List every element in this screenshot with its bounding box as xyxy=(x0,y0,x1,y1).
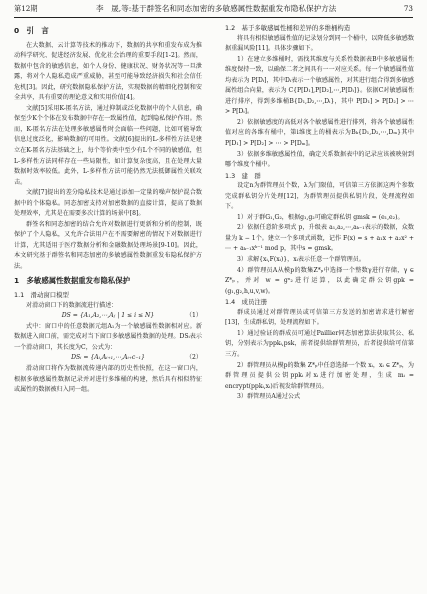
section-heading-introduction: 0 引 言 xyxy=(14,26,49,35)
paragraph: 设定n为群管理员个数，λ为门限值，可信第三方依据这两个参数完成群私钥分片处理[12]，为群管理员提供私钥片段，处理流程如下。 xyxy=(225,182,414,211)
subsection-heading-build-group: 1.3 建 群 xyxy=(225,171,261,180)
paragraph: 3）依据多维敏感属性值，确定关系数据表中的记录应该被映射到哪个维度个桶中。 xyxy=(225,150,414,169)
formula xyxy=(14,311,202,322)
paragraph: 在大数据、云计算等技术的推动下，数据的共享和重发布成为推动科学研究、促进经济发展、优化社会治理的重要手段[1-2]。然而，数据中包含的敏感信息，如个人身份、健康状况、财务状况等一旦泄露，将对个人隐私造成严重威胁，甚至可能导致经济损失和社会信任危机[3]。因此，研究数据隐私保护方法，实现数据的精细化控制和安全共享，具有重要的理论意义和实用价值[4]。 xyxy=(14,41,202,102)
paragraph: 1）对于群G₁,G₂，根据g₁,g₂可确定群私钥 gmsk = (e₁,e₂)。 xyxy=(237,213,404,221)
paragraph: 4）群管理员A从模p的数集Z*ₚ中选择一个整数γ进行存储，γ ∈ Z*ₚ，并对 w = gⁿ₂进行运算，以此确定群公钥gpk = (g₁,g₂,h,u,v,w)。 xyxy=(225,266,414,295)
page-number: 73 xyxy=(403,4,413,13)
header-rule xyxy=(14,17,413,18)
section-heading-method: 1 多敏感属性数据重发布隐私保护 xyxy=(14,275,131,285)
paragraph: 2）依据敏感度的高低对各个敏感属性进行排列，将各个敏感属性值对应的各维有桶中，第i维度上的桶表示为Bₖ{D₁,D₂,⋯,Dₘ}其中P[D₁] > P[D₂] > ⋯ > P[Dₘ]。 xyxy=(225,118,414,148)
subsection-heading-multidim-bucket: 1.2 基于多敏感属性桶和差异的多维桶构造 xyxy=(225,24,351,32)
paragraph: 将具有相似敏感属性值的记录划分到同一个桶中，以降低多敏感数据重漏风险[11]。具体步骤如下。 xyxy=(225,34,414,53)
running-title: 李 晟,等:基于群签名和同态加密的多敏感属性数据重发布隐私保护方法 xyxy=(96,4,337,13)
paragraph: 文献[5]采用K-匿名方法，通过抑制或泛化数据中的个人信息，确保至少K个个体在发布数据中存在一致属性值，起到隐私保护作用。然而，K-匿名方法在处理多敏感属性时会面临一些问题，比如可能导致信息过度泛化，影响数据的可用性。文献[6]提出的L-多样性方法是建立在K-匿名方法基础之上，每个等价类中至少有L个不同的敏感值，但L-多样性方法同样存在一些局限性，如计算复杂度高，且在处理大量数据时效率较低。此外，L-多样性方法可能仍然无法抵御属性关联攻击。 xyxy=(14,104,202,186)
paragraph: 3）求解{xᵢ,F(xᵢ)}，xᵢ表示任意一个群管理员。 xyxy=(237,256,365,264)
paragraph: 1）在建立多维桶时，需找其维度与关系性数据表B中多敏感属性维度保持一致，以确保二者之间具有一一对应关系。每一个敏感属性值均表示为 P[Dᵢ]，其中Dᵢ表示一个敏感属性，对其进行组合得到多敏感属性组合向量，表示为 C{P[D₁],P[D₂],⋯,P[Dᵢ]}。依据C对敏感属性进行排序，得到多维桶B{D₁,D₂,⋯,Dᵢ}，其中 P[D₁] > P[D₂] > ⋯ > P[Dᵢ]。 xyxy=(225,55,414,116)
paragraph: 3）群管理员A通过公式 xyxy=(237,393,301,401)
paragraph: 群成员通过对群管理员或可信第三方发送的加密请求进行解密[13]，生成群私钥，处理流程如下。 xyxy=(225,308,414,327)
right-column xyxy=(225,23,414,403)
paragraph: 2）群管理员从模p的数集 Z*ₚ中任意选择一个数 xᵢ，xᵢ ∈ Z*ₚ，为群管理员提供公钥ppkᵢ对xᵢ进行加密处理，生成 mᵢ = encrypt(ppkᵢ,xᵢ)后视发给群管理员。 xyxy=(225,361,414,390)
formula xyxy=(14,353,202,364)
paragraph: 滑动窗口将作为数据流传递内部的历史性快照，在这一窗口内，根据多敏感属性数据记录并对进行多维桶的构建，然后具有相似特征或属性的数据被归入同一组。 xyxy=(14,364,202,394)
formula-number: （1） xyxy=(185,312,202,320)
paragraph: 1）通过验证的群成员可通过Paillier同态加密算法获取其公、私钥，分别表示为ppkᵢ,psk，前者提供给群管理员，后者提供给可信第三方。 xyxy=(225,329,414,358)
subsection-heading-member-registration: 1.4 成员注册 xyxy=(225,298,268,307)
paragraph: 对滑动窗口下的数据流进行描述： xyxy=(26,301,118,309)
running-header xyxy=(14,2,413,16)
formula-body: DSᵢ = {Aᵢ,Aᵢ₊₁,⋯,Aᵢ₊c₋₁} xyxy=(71,354,145,362)
paragraph: 群签名和同态加密的结合允许对数据进行更新和分析的控制，既保护了个人隐私，又允许合法用户在不需要解密的情况下对数据进行计算，尤其适用于医疗数据分析和金融数据处理场景[9-10]。因此，本文研究基于群签名和同态加密的多敏感属性数据重发布隐私保护方法。 xyxy=(14,220,202,271)
issue-label: 第12期 xyxy=(14,4,38,13)
formula-number: （2） xyxy=(185,354,202,362)
paragraph: 2）依据任意阶多项式 p，升级表 a₁,a₂,⋯,aₖ₋₁表示的数据，众数量为 k − 1个。建立一个多项式函数，记作 F(x) = s + a₁x + a₂x² + ⋯ + aₖ₋₁xᵏ⁻¹ mod p，其中s = gmsk。 xyxy=(225,224,414,253)
paragraph: 文献[7]提出的差分隐私技术是通过添加一定量的噪声保护混合数据中的个体隐私。同态加密支持对加密数据的直接计算，提高了数据处理效率，尤其是在需要多次计算的场景中[8]。 xyxy=(14,189,202,218)
paragraph: 式中：窗口中的任意数据元组A₁为一个敏感属性数据相对应。新数据进入窗口前，需完成对当下窗口多敏感属性数据的处理。DSᵢ表示一个滑动窗口，其长度为C，公式为： xyxy=(14,322,202,351)
left-column xyxy=(14,23,202,396)
formula-body: DS = {A₁,A₂,⋯,Aⱼ | 1 ≤ i ≤ N} xyxy=(61,312,155,320)
subsection-heading-sliding-window: 1.1 滑动窗口模型 xyxy=(14,291,69,300)
